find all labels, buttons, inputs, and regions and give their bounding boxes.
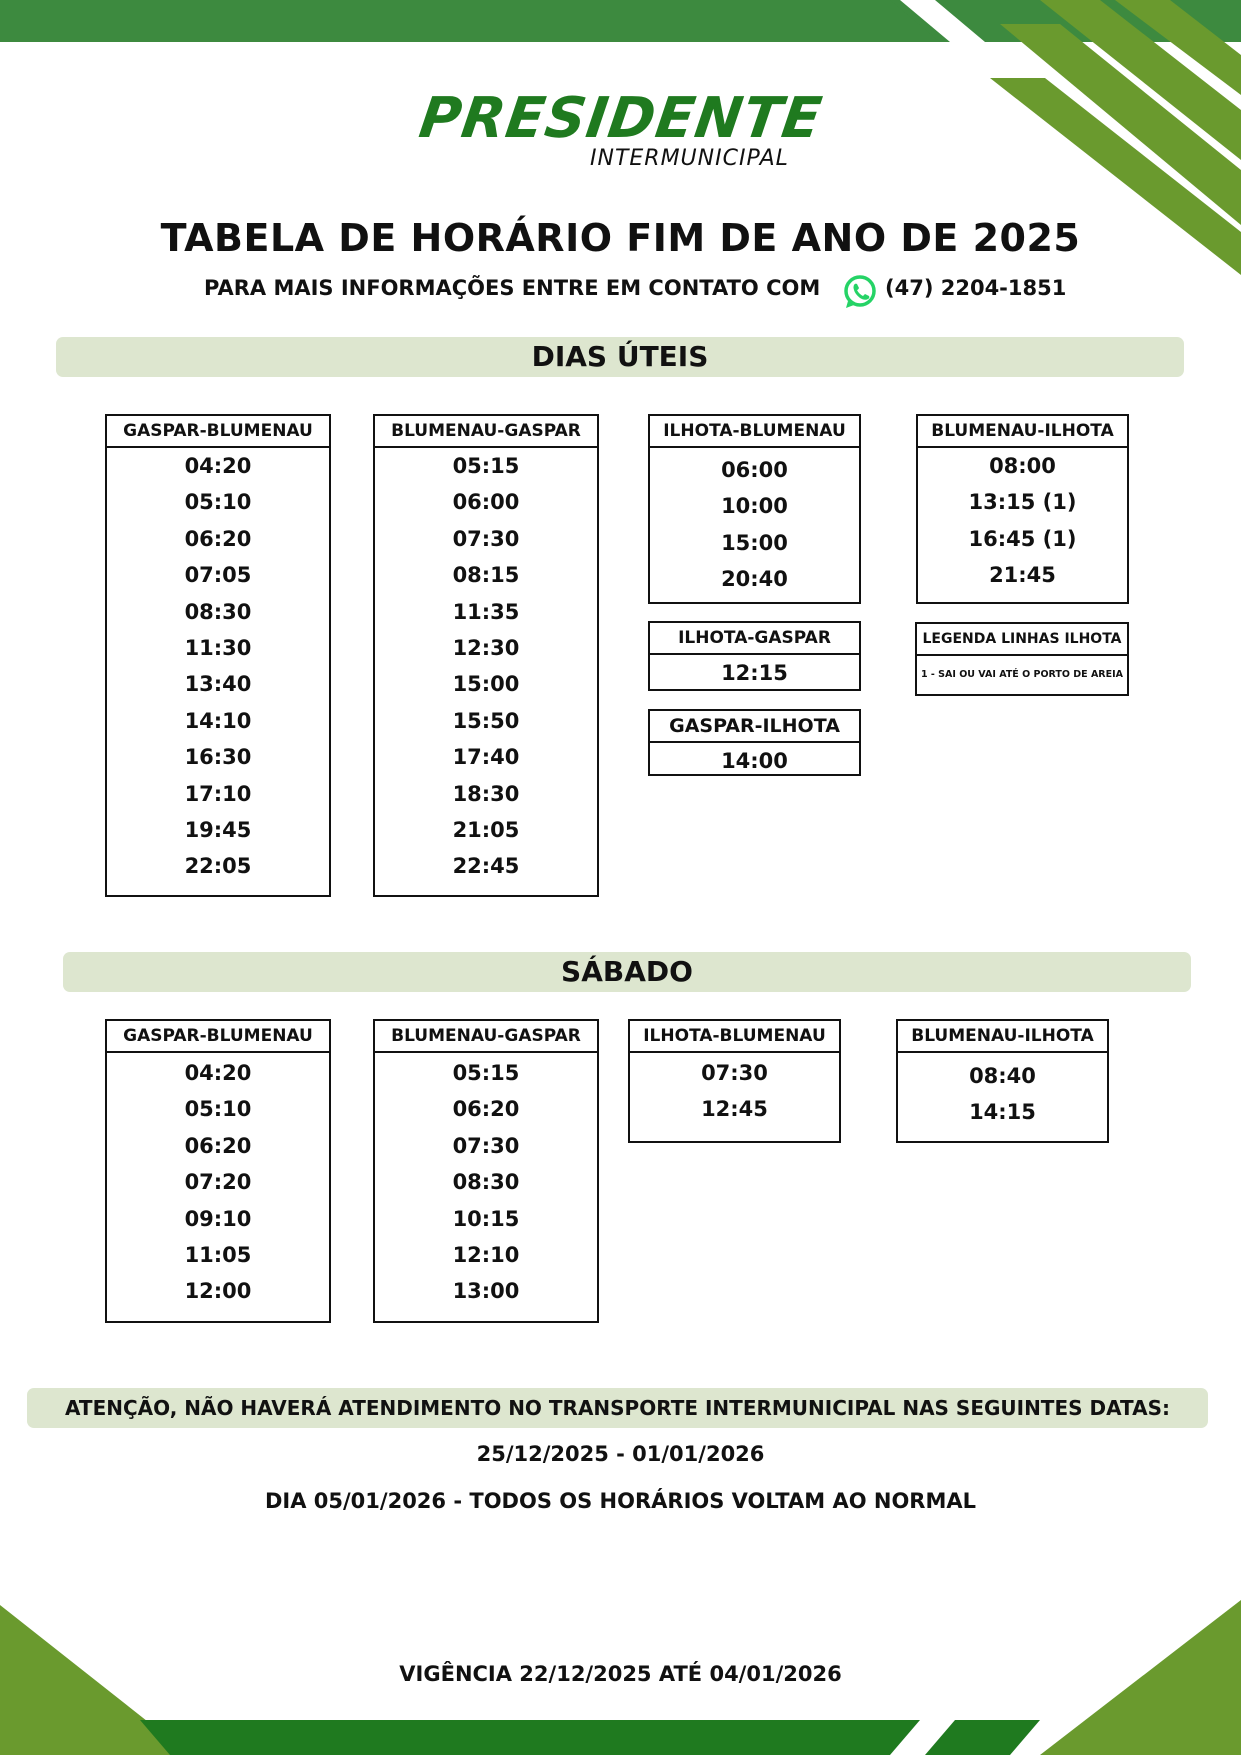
route-name: GASPAR-BLUMENAU: [107, 416, 329, 448]
legend-text: 1 - SAI OU VAI ATÉ O PORTO DE AREIA: [921, 669, 1123, 680]
departure-time: 07:30: [452, 526, 520, 551]
departure-time: 10:15: [452, 1206, 520, 1231]
departure-time: 21:05: [452, 817, 520, 842]
validity: VIGÊNCIA 22/12/2025 ATÉ 04/01/2026: [399, 1662, 842, 1686]
departure-time: 07:05: [184, 563, 252, 588]
departure-time: 10:00: [721, 494, 788, 519]
departure-time: 12:00: [184, 1279, 252, 1304]
logo-presidente: PRESIDENTE: [415, 86, 826, 151]
departure-time: 08:00: [989, 454, 1056, 478]
departure-time: 08:30: [452, 1170, 520, 1195]
notice-dates: 25/12/2025 - 01/01/2026: [476, 1442, 765, 1466]
route-name: ILHOTA-BLUMENAU: [650, 416, 859, 448]
departure-time: 20:40: [721, 567, 788, 592]
departure-time: 05:10: [184, 1097, 252, 1122]
route-name: BLUMENAU-ILHOTA: [898, 1021, 1107, 1053]
route-name: BLUMENAU-ILHOTA: [918, 416, 1127, 448]
departure-time: 06:20: [452, 1097, 520, 1122]
table-du-blumenau-gaspar: [373, 414, 599, 897]
whatsapp-icon: [842, 274, 878, 310]
departure-time: 05:15: [452, 1061, 520, 1085]
page-title: TABELA DE HORÁRIO FIM DE ANO DE 2025: [160, 216, 1081, 260]
route-name: BLUMENAU-GASPAR: [375, 1021, 597, 1053]
departure-time: 13:15 (1): [968, 490, 1077, 515]
route-name: ILHOTA-BLUMENAU: [630, 1021, 839, 1053]
departure-time: 07:30: [701, 1061, 768, 1085]
route-name: GASPAR-BLUMENAU: [107, 1021, 329, 1053]
departure-time: 16:30: [184, 745, 252, 770]
departure-time: 13:40: [184, 672, 252, 697]
departure-time: 09:10: [184, 1206, 252, 1231]
departure-time: 14:00: [721, 749, 788, 773]
departure-time: 12:15: [721, 661, 788, 685]
notice-bar: ATENÇÃO, NÃO HAVERÁ ATENDIMENTO NO TRANSPORTE INTERMUNICIPAL NAS SEGUINTES DATAS:: [27, 1388, 1208, 1428]
departure-time: 15:00: [721, 530, 788, 555]
route-name: BLUMENAU-GASPAR: [375, 416, 597, 448]
departure-time: 04:20: [184, 454, 252, 478]
departure-time: 17:10: [184, 781, 252, 806]
departure-time: 05:15: [452, 454, 520, 478]
table-du-gaspar-ilhota: [648, 709, 861, 776]
departure-time: 17:40: [452, 745, 520, 770]
departure-time: 06:20: [184, 1133, 252, 1158]
legend-box: [915, 622, 1129, 696]
route-name: GASPAR-ILHOTA: [650, 711, 859, 743]
route-name: ILHOTA-GASPAR: [650, 623, 859, 655]
contact-phone: (47) 2204-1851: [885, 276, 1067, 300]
section-sabado: SÁBADO: [63, 952, 1191, 992]
legend-title: LEGENDA LINHAS ILHOTA: [917, 624, 1127, 656]
departure-time: 12:30: [452, 635, 520, 660]
departure-time: 08:15: [452, 563, 520, 588]
table-du-blumenau-ilhota: [916, 414, 1129, 604]
contact-text: PARA MAIS INFORMAÇÕES ENTRE EM CONTATO COM: [204, 276, 821, 300]
departure-time: 15:00: [452, 672, 520, 697]
departure-time: 11:30: [184, 635, 252, 660]
departure-time: 22:45: [452, 854, 520, 879]
departure-time: 06:20: [184, 526, 252, 551]
departure-time: 13:00: [452, 1279, 520, 1304]
departure-time: 11:05: [184, 1242, 252, 1267]
departure-time: 06:00: [721, 458, 788, 482]
departure-time: 16:45 (1): [968, 526, 1077, 551]
departure-time: 22:05: [184, 854, 252, 879]
departure-time: 05:10: [184, 490, 252, 515]
table-du-ilhota-blumenau: [648, 414, 861, 604]
table-sab-blumenau-gaspar: [373, 1019, 599, 1323]
departure-time: 04:20: [184, 1061, 252, 1085]
table-du-gaspar-blumenau: [105, 414, 331, 897]
notice-normal: DIA 05/01/2026 - TODOS OS HORÁRIOS VOLTAM AO NORMAL: [264, 1489, 977, 1513]
table-sab-gaspar-blumenau: [105, 1019, 331, 1323]
departure-time: 15:50: [452, 708, 520, 733]
departure-time: 18:30: [452, 781, 520, 806]
departure-time: 14:10: [184, 708, 252, 733]
departure-time: 14:15: [969, 1100, 1036, 1125]
table-sab-ilhota-blumenau: [628, 1019, 841, 1143]
logo-intermunicipal: INTERMUNICIPAL: [590, 146, 789, 171]
table-du-ilhota-gaspar: [648, 621, 861, 691]
departure-time: 06:00: [452, 490, 520, 515]
departure-time: 21:45: [989, 563, 1056, 588]
departure-time: 07:20: [184, 1170, 252, 1195]
departure-time: 12:10: [452, 1242, 520, 1267]
section-dias-uteis: DIAS ÚTEIS: [56, 337, 1184, 377]
departure-time: 08:40: [969, 1064, 1036, 1088]
departure-time: 12:45: [701, 1097, 768, 1122]
departure-time: 11:35: [452, 599, 520, 624]
departure-time: 07:30: [452, 1133, 520, 1158]
departure-time: 19:45: [184, 817, 252, 842]
departure-time: 08:30: [184, 599, 252, 624]
table-sab-blumenau-ilhota: [896, 1019, 1109, 1143]
